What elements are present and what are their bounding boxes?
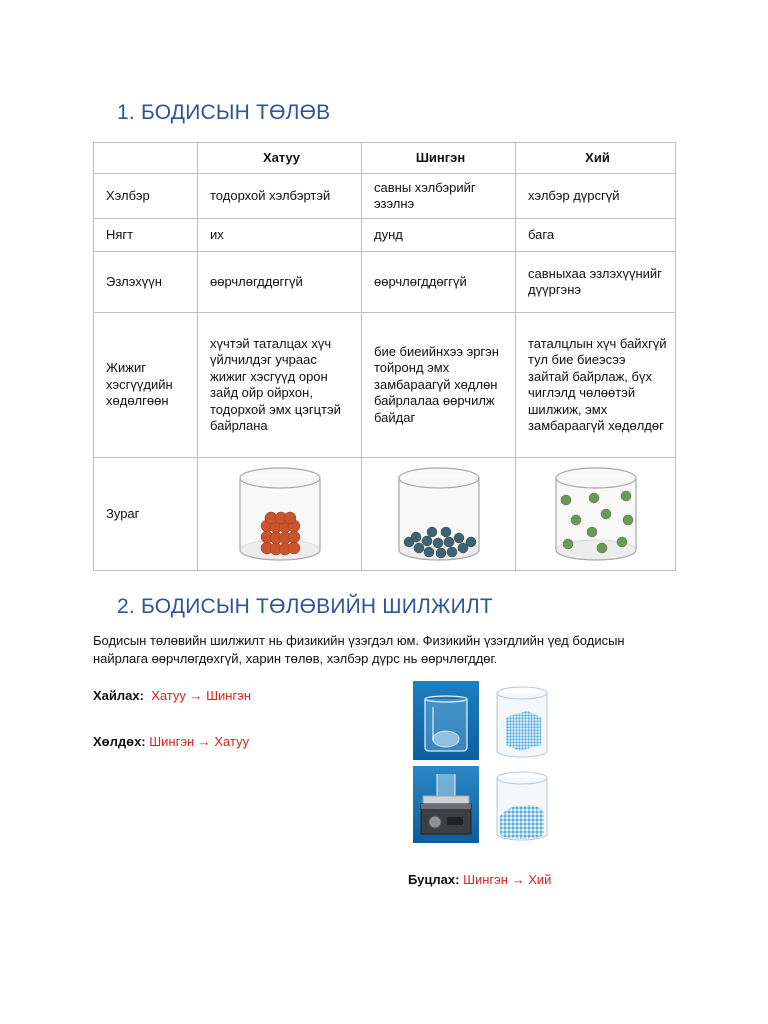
cell-liquid: дунд xyxy=(362,219,516,252)
cell-solid: тодорхой хэлбэртэй xyxy=(198,174,362,219)
solid-beaker-illustration xyxy=(198,458,362,571)
row-label: Нягт xyxy=(94,219,198,252)
liquid-beaker-illustration xyxy=(362,458,516,571)
row-label: Жижиг хэсгүүдийн хөдөлгөөн xyxy=(94,313,198,458)
table-row xyxy=(94,313,676,458)
cell-liquid: бие биеийнхээ эргэн тойронд эмх замбараагүй хөдлөн байрлалаа өөрчилж байдаг xyxy=(362,313,516,458)
boiling-value: Шингэн → Хий xyxy=(463,872,552,887)
section-1-title: 1. БОДИСЫН ТӨЛӨВ xyxy=(117,101,331,124)
table-row xyxy=(94,219,676,252)
cell-gas: таталцлын хүч байхгүй тул бие биеэсээ зайтай байрлаж, бүх чиглэлд чөлөөтэй шилжиж, эмх замбараагүй хөдөлдөг xyxy=(516,313,676,458)
melting-transition xyxy=(93,688,251,704)
liquid-particles-beaker-photo xyxy=(491,766,553,844)
cell-gas: савныхаа эзлэхүүнийг дүүргэнэ xyxy=(516,252,676,313)
freezing-value: Шингэн → Хатуу xyxy=(149,734,250,749)
solid-beaker-image xyxy=(232,462,328,566)
states-table xyxy=(93,142,676,571)
table-header-row xyxy=(94,143,676,174)
cell-solid: өөрчлөгддөггүй xyxy=(198,252,362,313)
table-row xyxy=(94,252,676,313)
header-empty xyxy=(94,143,198,174)
row-label: Хэлбэр xyxy=(94,174,198,219)
header-solid: Хатуу xyxy=(198,143,362,174)
gas-beaker-image xyxy=(548,462,644,566)
table-row xyxy=(94,458,676,571)
melting-value: Хатуу → Шингэн xyxy=(151,688,252,703)
liquid-beaker-image xyxy=(391,462,487,566)
hotplate-beaker-photo xyxy=(413,766,479,843)
row-label: Эзлэхүүн xyxy=(94,252,198,313)
section-2-title: 2. БОДИСЫН ТӨЛӨВИЙН ШИЛЖИЛТ xyxy=(117,595,493,618)
header-gas: Хий xyxy=(516,143,676,174)
cell-liquid: савны хэлбэрийг эзэлнэ xyxy=(362,174,516,219)
ice-beaker-photo xyxy=(413,681,479,760)
melting-label: Хайлах: xyxy=(93,688,144,703)
intro-paragraph: Бодисын төлөвийн шилжилт нь физикийн үзэгдэл юм. Физикийн үзэгдлийн үед бодисын найрлага өөрчлөгдөхгүй, харин төлөв, хэлбэр дүрс нь өөрчлөгддөг. xyxy=(93,633,625,666)
cell-liquid: өөрчлөгддөггүй xyxy=(362,252,516,313)
solid-lattice-beaker-photo xyxy=(491,681,553,761)
cell-gas: бага xyxy=(516,219,676,252)
cell-solid: их xyxy=(198,219,362,252)
freezing-transition xyxy=(93,734,249,750)
gas-beaker-illustration xyxy=(516,458,676,571)
cell-solid: хүчтэй таталцах хүч үйлчилдэг учраас жижиг хэсгүүд орон зайд ойр ойрхон, тодорхой эмх цэгцтэй байрлана xyxy=(198,313,362,458)
freezing-label: Хөлдөх: xyxy=(93,734,146,749)
boiling-transition xyxy=(408,872,551,888)
boiling-label: Буцлах: xyxy=(408,872,460,887)
header-liquid: Шингэн xyxy=(362,143,516,174)
table-row xyxy=(94,174,676,219)
row-label: Зураг xyxy=(94,458,198,571)
cell-gas: хэлбэр дүрсгүй xyxy=(516,174,676,219)
